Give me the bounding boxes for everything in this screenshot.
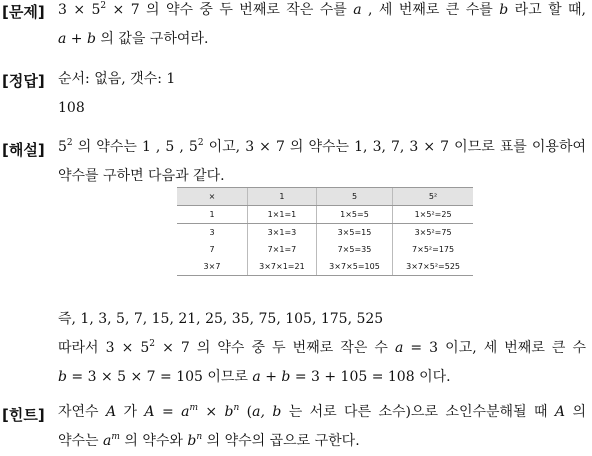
- solution-line-1: $5^2$ 의 약수는 1 , 5 , $5^2$ 이고, 3 × 7 의 약수는 1, 3, 7, 3 × 7 이므로 표를 이용하여: [58, 138, 586, 155]
- problem-line-2: a + b 의 값을 구하여라.: [58, 31, 209, 47]
- divisor-table: [177, 187, 473, 276]
- table-row: [177, 241, 473, 258]
- solution-line-5: b = 3 × 5 × 7 = 105 이므로 a + b = 3 + 105 = 108 이다.: [58, 369, 451, 385]
- problem-text: [58, 0, 586, 54]
- table-row: [177, 206, 473, 224]
- table-header-cell: 5: [316, 188, 392, 206]
- table-row: [177, 258, 473, 276]
- table-header-cell: 1: [248, 188, 317, 206]
- table-cell: 7×5²=175: [393, 241, 473, 258]
- table-cell: 7: [209, 244, 215, 254]
- table-header-cell: ×: [177, 188, 248, 206]
- table-cell: 3×7: [177, 258, 248, 276]
- table-cell: 1: [177, 206, 248, 224]
- solution-line-2: 약수를 구하면 다음과 같다.: [58, 168, 225, 184]
- table-cell: 3×1=3: [248, 224, 317, 242]
- table-cell: 7×1=7: [248, 241, 317, 258]
- table-cell: 3×5²=75: [393, 224, 473, 242]
- answer-label: [정답]: [2, 72, 45, 90]
- table-cell: 1×5=5: [316, 206, 392, 224]
- solution-label: [해설]: [2, 141, 45, 159]
- table-cell: 3: [209, 227, 215, 237]
- answer-line-1: 순서: 없음, 갯수: 1: [58, 71, 176, 87]
- hint-label: [힌트]: [2, 406, 45, 424]
- answer-value: 108: [58, 100, 85, 116]
- table-cell: 3×7×5=105: [316, 258, 392, 276]
- hint-line-2: 약수는 $a^m$ 의 약수와 $b^n$ 의 약수의 곱으로 구한다.: [58, 432, 360, 449]
- table-cell: 3×5=15: [316, 224, 392, 242]
- problem-line-1: $3 \times 5^2 \times 7$ 의 약수 중 두 번째로 작은 수를 a , 세 번째로 큰 수를 b 라고 할 때,: [58, 1, 586, 18]
- table-cell: 1×1=1: [248, 206, 317, 224]
- solution-line-4: 따라서 $3 \times 5^2 \times 7$ 의 약수 중 두 번째로 작은 수 a = 3 이고, 세 번째로 큰 수: [58, 339, 587, 356]
- solution-text-bottom: [58, 305, 586, 392]
- table-cell: 3×7×1=21: [248, 258, 317, 276]
- solution-text-top: [58, 133, 586, 191]
- problem-label: [문제]: [2, 3, 45, 21]
- table-header-row: [177, 188, 473, 206]
- table-cell: 3×7×5²=525: [393, 258, 473, 276]
- table-cell: 1×5²=25: [393, 206, 473, 224]
- hint-line-1: 자연수 A 가 $A = a^m \times b^n$ (a, b 는 서로 다른 소수)으로 소인수분해될 때 A 의: [58, 403, 586, 420]
- answer-text: [58, 65, 586, 123]
- table-header-cell: 5²: [393, 188, 473, 206]
- table-row: [177, 224, 473, 242]
- solution-line-3: 즉, 1, 3, 5, 7, 15, 21, 25, 35, 75, 105, 175, 525: [58, 311, 384, 327]
- table-cell: 7×5=35: [316, 241, 392, 258]
- hint-text: [58, 398, 586, 456]
